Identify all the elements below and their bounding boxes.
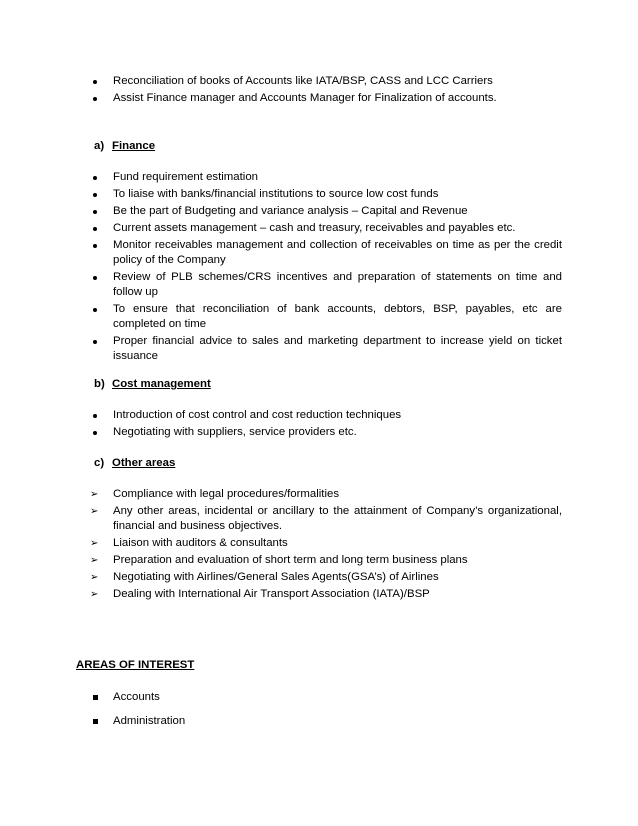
section-label: a) [94, 140, 105, 152]
list-item [90, 187, 562, 202]
list-item [90, 536, 562, 551]
list-item-text: Any other areas, incidental or ancillary to the attainment of Company’s organizational, financial and business objectives. [113, 505, 562, 532]
list-item-text: Negotiating with Airlines/General Sales Agents(GSA’s) of Airlines [113, 571, 439, 583]
list-item-text: Current assets management – cash and treasury, receivables and payables etc. [113, 222, 516, 234]
list-item-text: Accounts [113, 691, 160, 703]
list-item-text: Dealing with International Air Transport Association (IATA)/BSP [113, 588, 430, 600]
list-item [90, 425, 562, 440]
list-item-text: To liaise with banks/financial institutions to source low cost funds [113, 188, 439, 200]
list-item-text: Compliance with legal procedures/formalities [113, 488, 340, 500]
list-item [90, 204, 562, 219]
list-item [90, 334, 562, 364]
section-heading-other-areas [94, 456, 175, 471]
list-item [90, 587, 562, 602]
list-item-text: Negotiating with suppliers, service providers etc. [113, 426, 357, 438]
arrow-bullet-icon: ➢ [90, 555, 99, 566]
section-title: Other areas [112, 457, 176, 469]
arrow-bullet-icon: ➢ [90, 538, 99, 549]
cost-management-bullet-list [90, 408, 562, 440]
list-item [90, 74, 562, 89]
section-label: b) [94, 378, 105, 390]
list-item-text: Reconciliation of books of Accounts like IATA/BSP, CASS and LCC Carriers [113, 75, 493, 87]
list-item [90, 302, 562, 332]
section-heading-finance [94, 139, 155, 154]
list-item [90, 91, 562, 106]
list-item [90, 408, 562, 423]
arrow-bullet-icon: ➢ [90, 589, 99, 600]
list-item-text: Monitor receivables management and collection of receivables on time as per the credit policy of the Company [113, 239, 562, 266]
list-item-text: Review of PLB schemes/CRS incentives and preparation of statements on time and follow up [113, 271, 562, 298]
finance-bullet-list [90, 170, 562, 364]
section-heading-cost-management [94, 377, 211, 392]
list-item-text: Liaison with auditors & consultants [113, 537, 288, 549]
list-item-text: Fund requirement estimation [113, 171, 258, 183]
list-item-text: To ensure that reconciliation of bank accounts, debtors, BSP, payables, etc are completed on time [113, 303, 562, 330]
list-item [90, 570, 562, 585]
section-title: Cost management [112, 378, 211, 390]
arrow-bullet-icon: ➢ [90, 572, 99, 583]
list-item-text: Be the part of Budgeting and variance analysis – Capital and Revenue [113, 205, 468, 217]
list-item [90, 714, 562, 729]
arrow-bullet-icon: ➢ [90, 489, 99, 500]
arrow-bullet-icon: ➢ [90, 506, 99, 517]
areas-of-interest-heading: AREAS OF INTEREST [76, 659, 195, 671]
list-item [90, 553, 562, 568]
list-item-text: Proper financial advice to sales and marketing department to increase yield on ticket issuance [113, 335, 562, 362]
list-item-text: Assist Finance manager and Accounts Manager for Finalization of accounts. [113, 92, 497, 104]
list-item-text: Administration [113, 715, 186, 727]
list-item [90, 487, 562, 502]
list-item [90, 504, 562, 534]
list-item-text: Introduction of cost control and cost reduction techniques [113, 409, 402, 421]
section-title: Finance [112, 140, 156, 152]
section-label: c) [94, 457, 105, 469]
list-item-text: Preparation and evaluation of short term and long term business plans [113, 554, 468, 566]
list-item [90, 270, 562, 300]
top-bullet-list [90, 74, 562, 106]
other-areas-arrow-list [90, 487, 562, 602]
list-item [90, 170, 562, 185]
areas-of-interest-list [90, 690, 562, 729]
list-item [90, 690, 562, 705]
list-item [90, 238, 562, 268]
list-item [90, 221, 562, 236]
